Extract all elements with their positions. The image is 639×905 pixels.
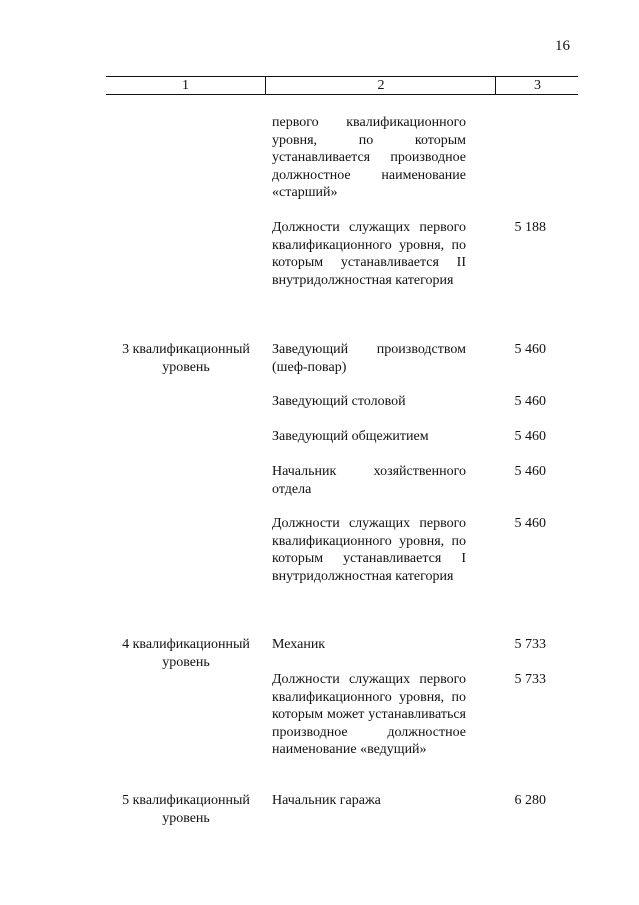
- salary-cell: 5 733: [514, 637, 546, 652]
- salary-cell: 5 460: [514, 516, 546, 531]
- salary-cell: 5 460: [514, 464, 546, 479]
- position-cell: Должности служащих первого квалификационного уровня, по которым может устанавливаться производное должностное наименование «ведущий»: [272, 672, 466, 757]
- position-cell: Должности служащих первого квалификационного уровня, по которым устанавливается II внутридолжностная категория: [272, 220, 466, 288]
- qualification-level-cell: 3 квалификационный уровень: [122, 342, 250, 375]
- column-header-2: 2: [265, 77, 496, 94]
- salary-cell: 5 460: [514, 394, 546, 409]
- position-cell: Должности служащих первого квалификационного уровня, по которым устанавливается I внутридолжностная категория: [272, 516, 466, 584]
- qualification-level-cell: 5 квалификационный уровень: [122, 793, 250, 826]
- salary-cell: 5 733: [514, 672, 546, 687]
- salary-cell: 5 460: [514, 342, 546, 357]
- salary-cell: 5 188: [514, 220, 546, 235]
- salary-cell: 6 280: [514, 793, 546, 808]
- qualification-level-cell: 4 квалификационный уровень: [122, 637, 250, 670]
- position-cell: Заведующий столовой: [272, 394, 406, 409]
- page-number: 16: [555, 38, 570, 54]
- salary-cell: 5 460: [514, 429, 546, 444]
- position-cell: Заведующий производством (шеф-повар): [272, 342, 466, 375]
- position-cell: Механик: [272, 637, 326, 652]
- column-header-1: 1: [182, 78, 189, 93]
- table-header: [106, 76, 578, 95]
- position-cell: первого квалификационного уровня, по которым устанавливается производное должностное наименование «старший»: [272, 115, 466, 200]
- position-cell: Заведующий общежитием: [272, 429, 429, 444]
- position-cell: Начальник хозяйственного отдела: [272, 464, 466, 497]
- column-header-3: 3: [495, 77, 579, 94]
- position-cell: Начальник гаража: [272, 793, 381, 808]
